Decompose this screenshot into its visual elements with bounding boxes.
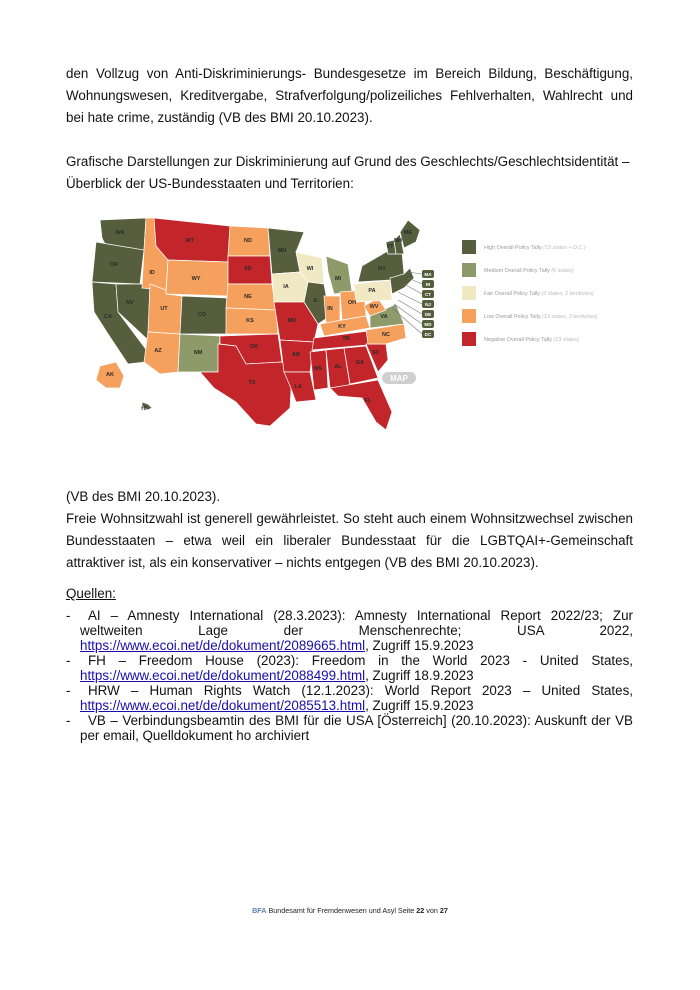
state-label-sd: SD [244,266,252,272]
state-MI [326,256,352,294]
state-IA [272,272,308,302]
legend-item-high [484,245,586,251]
state-label-va: VA [380,314,388,320]
source-citation: FH – Freedom House (2023): Freedom in the World 2023 - United States, [88,653,633,668]
state-label-oh: OH [347,300,357,306]
state-label-or: OR [109,262,119,268]
paragraph-residence: Freie Wohnsitzwahl ist generell gewährleistet. So steht auch einem Wohnsitzwechsel zwischen Bundesstaaten – etwa weil ein liberaler Bundesstaat für die LGBTQAI+-Gemeinschaft attraktiver ist, als ein konservativer – nichts entgegen (VB des BMI 20.10.2023). [66,511,633,570]
state-label-mn: MN [277,248,287,254]
source-text [80,653,633,683]
state-label-wy: WY [191,276,201,282]
state-label-mo: MO [287,318,297,324]
paragraph-source-note: (VB des BMI 20.10.2023). [66,489,221,504]
map-legend [462,240,598,346]
callout-label-ct: CT [424,292,432,297]
callout-label-md: MD [424,322,432,327]
source-citation: HRW – Human Rights Watch (12.1.2023): World Report 2023 – United States, [88,683,633,698]
state-label-tx: TX [248,380,256,386]
state-label-wi: WI [306,266,314,272]
state-label-me: ME [403,230,413,236]
state-label-ga: GA [355,360,365,366]
state-label-wa: WA [115,230,125,236]
source-dash: - [66,683,71,698]
source-item [66,608,633,653]
state-label-ms: MS [313,366,323,372]
us-map-figure [86,212,626,437]
state-label-nv: NV [126,300,134,306]
callout-boxes [422,270,434,338]
state-label-nh: NH [394,238,402,244]
paragraph-intro: den Vollzug von Anti-Diskriminierungs- Bundesgesetze im Bereich Bildung, Beschäftigung, Wohnungswesen, Kreditvergabe, Strafverfolgung/polizeiliches Fehlverhalten, Wahlrecht und bei hate crime, zuständig (VB des BMI 20.10.2023). [66,66,633,125]
source-dash: - [66,653,71,668]
map-logo-text: MAP [390,374,408,383]
footer-page-total: 27 [439,906,448,915]
legend-label: Negative Overall Policy Tally [484,337,554,343]
state-label-ny: NY [378,266,386,272]
state-label-ne: NE [244,294,252,300]
legend-item-negative [484,337,579,343]
state-label-co: CO [197,312,207,318]
state-label-nm: NM [193,350,203,356]
sources-heading: Quellen: [66,586,116,601]
legend-note: (13 states, 3 territories) [542,314,598,320]
source-dash: - [66,608,71,623]
legend-swatch-low [462,309,476,323]
source-link[interactable]: https://www.ecoi.net/de/dokument/2088499.html [80,668,366,683]
bfa-logo: BFA [252,906,267,915]
state-FL [330,380,392,430]
source-text [80,713,633,743]
callout-label-de: DE [424,312,432,317]
sources-section [66,584,633,743]
state-label-nd: ND [244,238,252,244]
legend-note: (6 states) [551,268,574,274]
source-access-date: , Zugriff 18.9.2023 [365,668,474,683]
map-logo [382,372,416,384]
footer-text: Bundesamt für Fremdenwesen und Asyl Seite [268,906,415,915]
callout-label-ma: MA [424,272,432,277]
callout-label-ri: RI [425,282,431,287]
legend-swatch-fair [462,286,476,300]
state-label-ks: KS [246,318,254,324]
paragraph-chart-caption: Grafische Darstellungen zur Diskriminierung auf Grund des Geschlechts/Geschlechtsidentität – Überblick der US-Bundesstaaten und Territorien: [66,154,630,191]
page-footer [0,906,700,915]
callout-label-nj: NJ [425,302,431,307]
legend-item-low [484,314,598,320]
state-label-mt: MT [186,238,194,244]
state-label-mi: MI [334,276,342,282]
source-link[interactable]: https://www.ecoi.net/de/dokument/2089665.html [80,638,366,653]
state-label-vt: VT [386,244,394,250]
callout-label-dc: DC [424,332,432,337]
legend-note: (3 states, 2 territories) [541,291,594,297]
legend-label: High Overall Policy Tally [484,245,544,251]
source-citation: VB – Verbindungsbeamtin des BMI für die USA [Österreich] (20.10.2023): Auskunft der VB per email, Quelldokument ho archiviert [80,713,633,743]
source-link[interactable]: https://www.ecoi.net/de/dokument/2085513.html [80,698,366,713]
source-access-date: , Zugriff 15.9.2023 [365,698,474,713]
state-label-nc: NC [382,332,390,338]
state-label-ca: CA [104,314,112,320]
state-label-in: IN [327,306,333,312]
state-label-ut: UT [160,306,168,312]
source-access-date: , Zugriff 15.9.2023 [365,638,474,653]
source-text [80,608,633,653]
legend-label: Fair Overall Policy Tally [484,291,542,297]
source-item [66,713,633,743]
state-label-tn: TN [342,336,350,342]
state-label-la: LA [294,384,302,390]
source-text [80,683,633,713]
us-policy-map [86,212,626,437]
source-item [66,653,633,683]
state-label-fl: FL [364,398,372,404]
legend-label: Medium Overall Policy Tally [484,268,552,274]
footer-of: von [426,906,438,915]
legend-note: (13 states) [553,337,579,343]
state-label-pa: PA [368,288,376,294]
legend-swatch-high [462,240,476,254]
state-label-ar: AR [292,352,300,358]
source-citation: AI – Amnesty International (28.3.2023): Amnesty International Report 2022/23; Zur weltweiten Lage der Menschenrechte; USA 2022, [80,608,633,638]
state-label-ky: KY [338,324,346,330]
legend-swatch-medium [462,263,476,277]
footer-page-number: 22 [416,906,425,915]
state-label-ok: OK [249,344,259,350]
state-AZ [144,332,180,374]
source-item [66,683,633,713]
legend-note: (15 states + D.C.) [543,245,586,251]
state-label-ak: AK [106,372,114,378]
sources-list [66,608,633,743]
state-label-wv: WV [369,304,379,310]
state-label-sc: SC [372,350,380,356]
legend-item-medium [484,268,574,274]
legend-item-fair [484,291,594,297]
state-label-il: IL [313,298,319,304]
state-label-hi: HI [141,406,147,412]
legend-label: Low Overall Policy Tally [484,314,543,320]
state-label-az: AZ [154,348,162,354]
legend-swatch-negative [462,332,476,346]
state-label-al: AL [334,364,342,370]
state-label-ia: IA [283,284,289,290]
state-label-id: ID [149,270,155,276]
source-dash: - [66,713,71,728]
